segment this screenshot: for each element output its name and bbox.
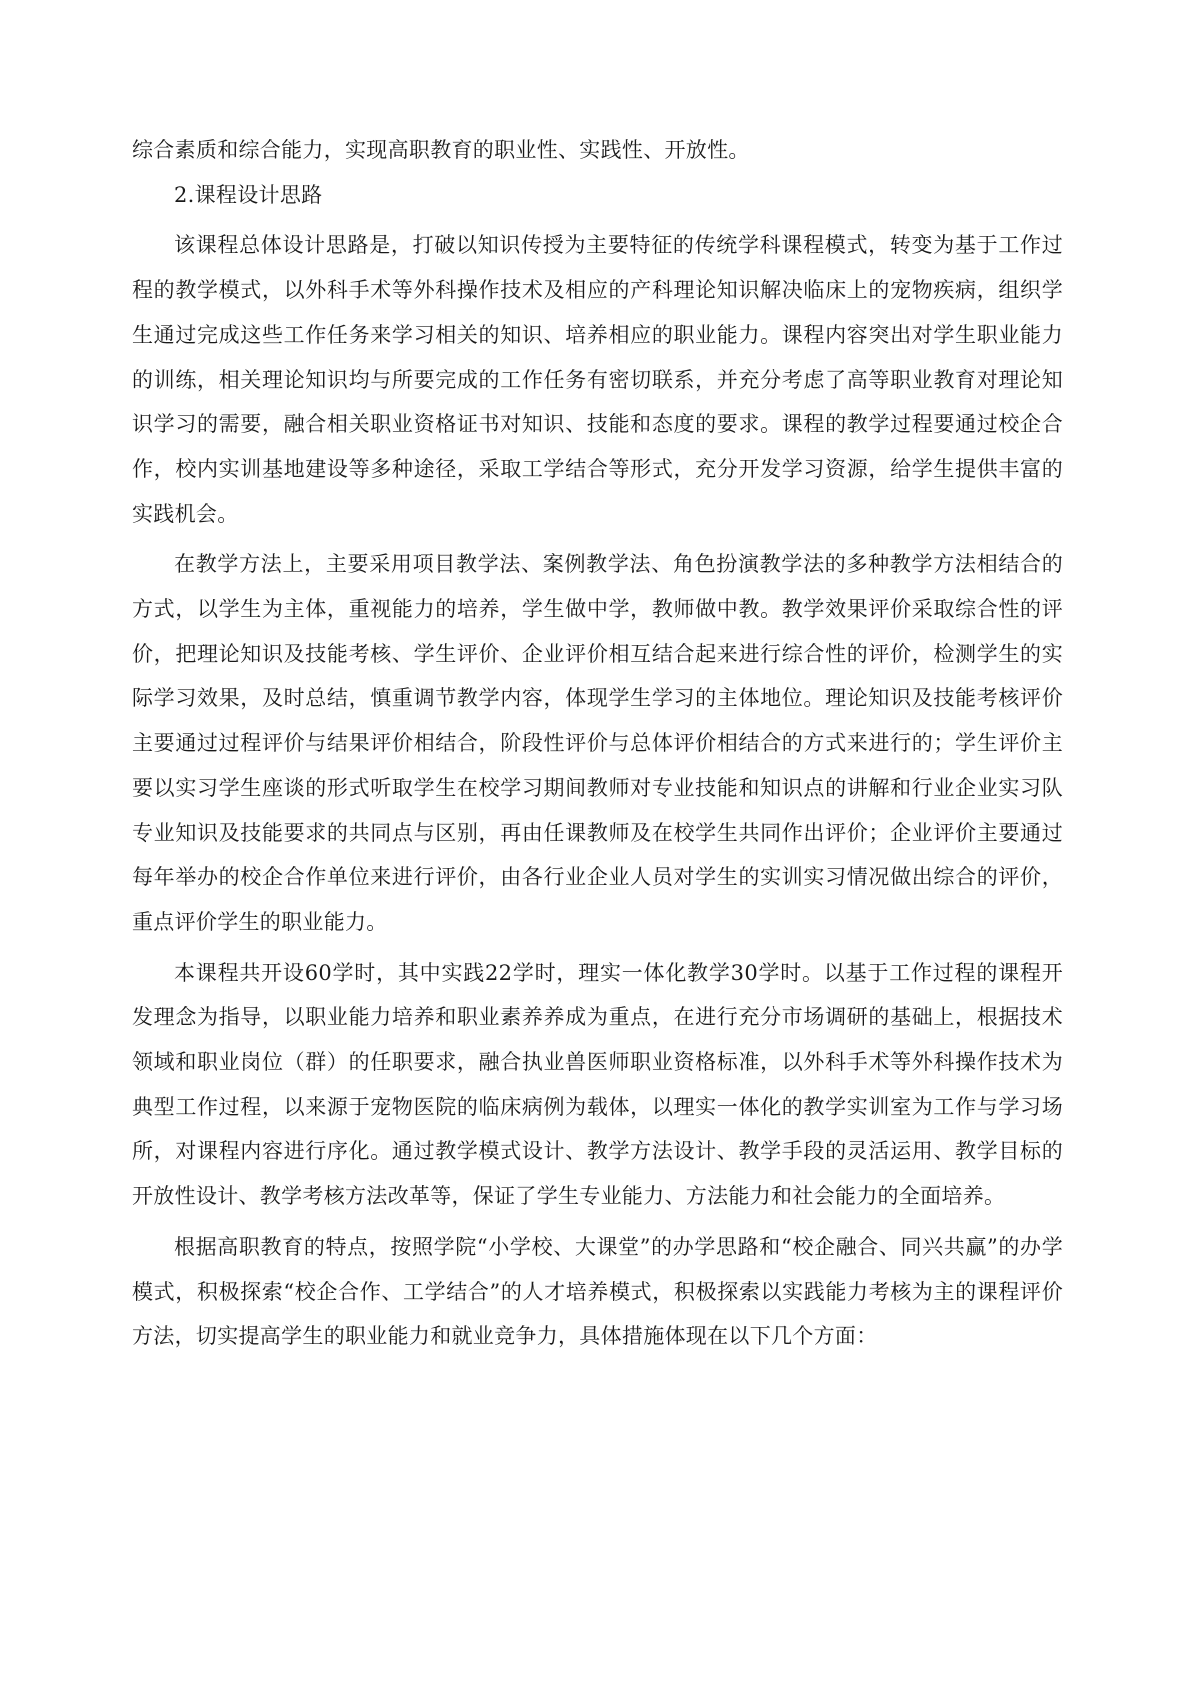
continuation-paragraph: 综合素质和综合能力，实现高职教育的职业性、实践性、开放性。: [132, 138, 750, 162]
paragraph-course-hours: 本课程共开设60学时，其中实践22学时，理实一体化教学30学时。以基于工作过程的课程开发理念为指导，以职业能力培养和职业素养养成为重点，在进行充分市场调研的基础上，根据技术领域和职业岗位（群）的任职要求，融合执业兽医师职业资格标准，以外科手术等外科操作技术为典型工作过程，以来源于宠物医院的临床病例为载体，以理实一体化的教学实训室为工作与学习场所，对课程内容进行序化。通过教学模式设计、教学方法设计、教学手段的灵活运用、教学目标的开放性设计、教学考核方法改革等，保证了学生专业能力、方法能力和社会能力的全面培养。: [132, 960, 1063, 1209]
paragraph-measures-intro: 根据高职教育的特点，按照学院“小学校、大课堂”的办学思路和“校企融合、同兴共赢”的办学模式，积极探索“校企合作、工学结合”的人才培养模式，积极探索以实践能力考核为主的课程评价方法，切实提高学生的职业能力和就业竞争力，具体措施体现在以下几个方面：: [132, 1234, 1063, 1349]
paragraph-design-approach: 该课程总体设计思路是，打破以知识传授为主要特征的传统学科课程模式，转变为基于工作过程的教学模式，以外科手术等外科操作技术及相应的产科理论知识解决临床上的宠物疾病，组织学生通过完成这些工作任务来学习相关的知识、培养相应的职业能力。课程内容突出对学生职业能力的训练，相关理论知识均与所要完成的工作任务有密切联系，并充分考虑了高等职业教育对理论知识学习的需要，融合相关职业资格证书对知识、技能和态度的要求。课程的教学过程要通过校企合作，校内实训基地建设等多种途径，采取工学结合等形式，充分开发学习资源，给学生提供丰富的实践机会。: [132, 233, 1063, 526]
paragraph-teaching-methods: 在教学方法上，主要采用项目教学法、案例教学法、角色扮演教学法的多种教学方法相结合的方式，以学生为主体，重视能力的培养，学生做中学，教师做中教。教学效果评价采取综合性的评价，把理论知识及技能考核、学生评价、企业评价相互结合起来进行综合性的评价，检测学生的实际学习效果，及时总结，慎重调节教学内容，体现学生学习的主体地位。理论知识及技能考核评价主要通过过程评价与结果评价相结合，阶段性评价与总体评价相结合的方式来进行的；学生评价主要以实习学生座谈的形式听取学生在校学习期间教师对专业技能和知识点的讲解和行业企业实习队专业知识及技能要求的共同点与区别，再由任课教师及在校学生共同作出评价；企业评价主要通过每年举办的校企合作单位来进行评价，由各行业企业人员对学生的实训实习情况做出综合的评价，重点评价学生的职业能力。: [132, 552, 1063, 934]
document-body: [132, 128, 1063, 1359]
section-heading: 2.课程设计思路: [174, 182, 323, 207]
